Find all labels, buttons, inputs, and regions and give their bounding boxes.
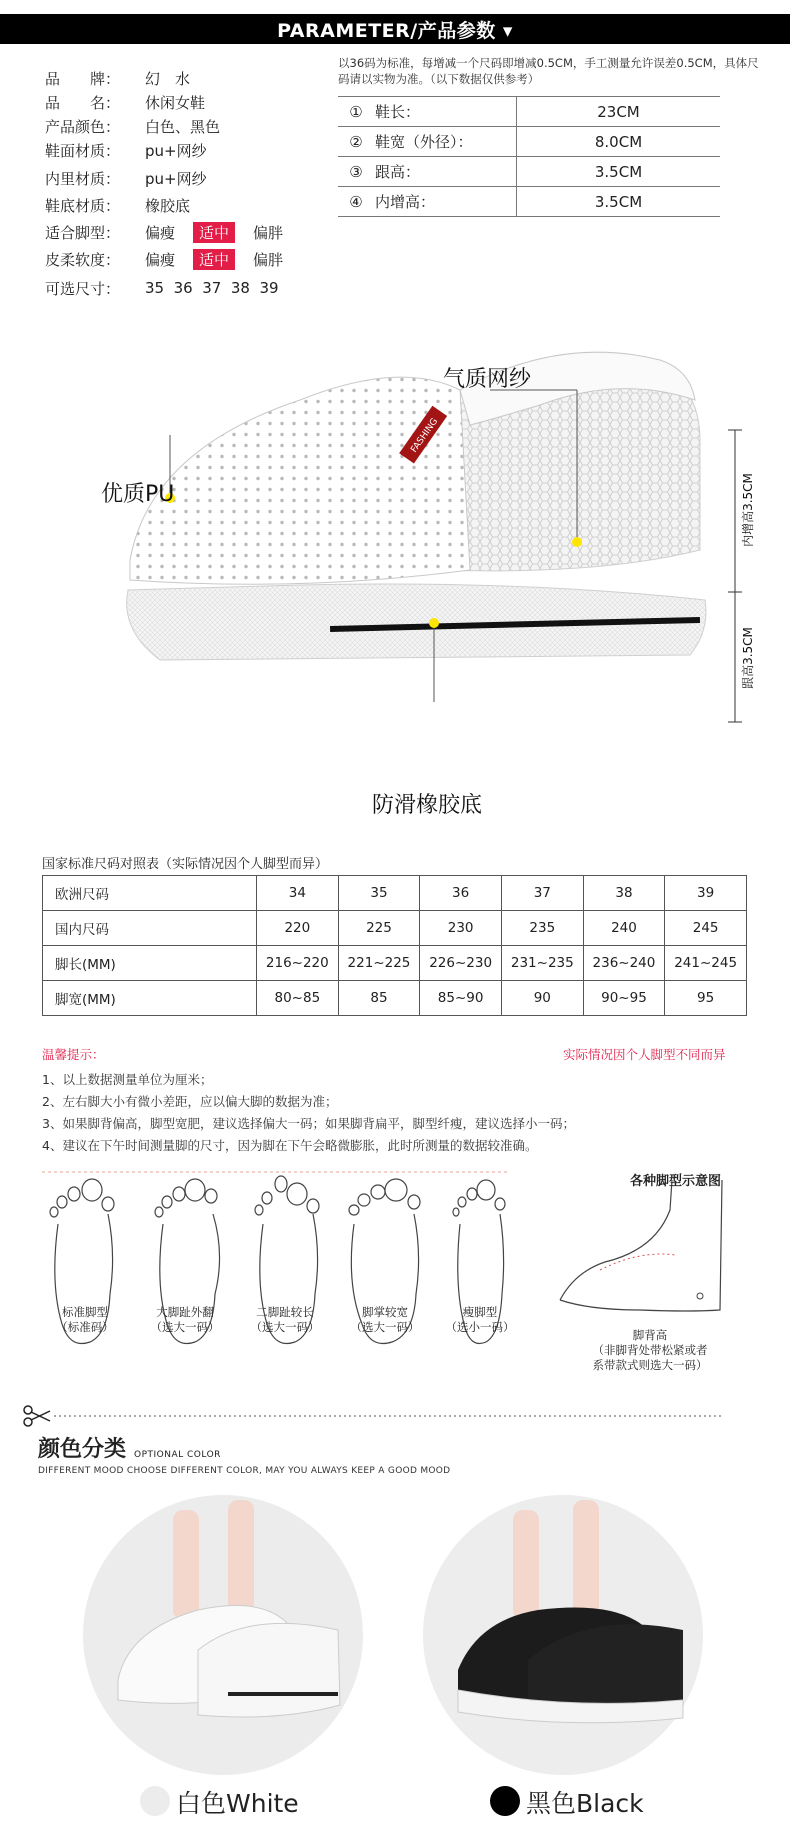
mesh-marker bbox=[572, 537, 582, 547]
row-label: 国内尺码 bbox=[43, 911, 257, 946]
param-key: 品 牌： bbox=[45, 69, 121, 88]
tip-item: 3、如果脚背偏高，脚型宽肥，建议选择偏大一码；如果脚背扁平，脚型纤瘦，建议选择小一码； bbox=[42, 1116, 575, 1131]
foot-name: 二脚趾较长 bbox=[256, 1305, 314, 1319]
foot-label-instep bbox=[575, 1328, 725, 1373]
fit-option: 偏胖 bbox=[253, 223, 284, 242]
table-cell: 216~220 bbox=[257, 946, 339, 981]
table-cell: 245 bbox=[665, 911, 747, 946]
param-row-upper bbox=[45, 138, 207, 162]
table-cell: 220 bbox=[257, 911, 339, 946]
spec-value: 23CM bbox=[517, 97, 721, 127]
param-row-name bbox=[45, 90, 205, 114]
foot-advice: （选小一码） bbox=[445, 1320, 515, 1334]
foot-advice: （标准码） bbox=[56, 1320, 114, 1334]
table-row bbox=[43, 876, 747, 911]
spec-label: 鞋宽（外径）： bbox=[374, 127, 517, 157]
spec-label: 鞋长： bbox=[374, 97, 517, 127]
tips-title: 温馨提示： bbox=[42, 1047, 105, 1062]
spec-row bbox=[338, 97, 720, 127]
foot-name: 大脚趾外翻 bbox=[156, 1305, 214, 1319]
size-table-title: 国家标准尺码对照表（实际情况因个人脚型而异） bbox=[42, 857, 329, 872]
size-table bbox=[42, 875, 747, 1016]
softness-option: 偏胖 bbox=[253, 250, 284, 269]
spec-row bbox=[338, 187, 720, 217]
param-value: 35 36 37 38 39 bbox=[145, 279, 279, 297]
white-shoe-photo bbox=[78, 1490, 368, 1780]
param-key: 适合脚型： bbox=[45, 223, 121, 242]
table-cell: 240 bbox=[583, 911, 665, 946]
spec-table bbox=[338, 96, 720, 217]
table-cell: 221~225 bbox=[338, 946, 420, 981]
spec-value: 8.0CM bbox=[517, 127, 721, 157]
white-color-label[interactable]: 白色White bbox=[176, 1789, 299, 1818]
scissors-icon bbox=[24, 1406, 50, 1426]
spec-value: 3.5CM bbox=[517, 187, 721, 217]
spec-num: ① bbox=[338, 97, 374, 127]
param-value: pu+网纱 bbox=[145, 169, 207, 188]
foot-label bbox=[430, 1305, 530, 1335]
foot-high-instep bbox=[560, 1180, 722, 1311]
white-swatch[interactable] bbox=[138, 1784, 172, 1818]
table-cell: 39 bbox=[665, 876, 747, 911]
param-row-sole bbox=[45, 193, 190, 217]
param-row-fit bbox=[45, 220, 301, 244]
shoe-upper bbox=[130, 377, 470, 584]
foot-label bbox=[335, 1305, 435, 1335]
table-cell: 235 bbox=[501, 911, 583, 946]
spec-row bbox=[338, 157, 720, 187]
callout-pu: 优质PU bbox=[101, 482, 175, 507]
table-cell: 236~240 bbox=[583, 946, 665, 981]
param-row-softness bbox=[45, 247, 301, 271]
foot-name: 瘦脚型 bbox=[462, 1305, 498, 1319]
table-row bbox=[43, 946, 747, 981]
heel-height-label: 跟高3.5CM bbox=[741, 627, 755, 689]
callout-mesh: 气质网纱 bbox=[443, 367, 532, 392]
spec-num: ② bbox=[338, 127, 374, 157]
callout-sole: 防滑橡胶底 bbox=[372, 793, 483, 818]
table-cell: 34 bbox=[257, 876, 339, 911]
spec-num: ③ bbox=[338, 157, 374, 187]
param-value: 白色、黑色 bbox=[145, 117, 221, 136]
foot-types-heading: 各种脚型示意图 bbox=[630, 1174, 722, 1189]
param-key: 品 名： bbox=[45, 93, 121, 112]
black-color-label[interactable]: 黑色Black bbox=[526, 1789, 644, 1818]
table-cell: 225 bbox=[338, 911, 420, 946]
color-section-title: 颜色分类 bbox=[38, 1437, 127, 1462]
spec-label: 内增高： bbox=[374, 187, 517, 217]
fit-option: 偏瘦 bbox=[145, 223, 176, 242]
param-key: 内里材质： bbox=[45, 169, 121, 188]
table-cell: 241~245 bbox=[665, 946, 747, 981]
param-value: 幻 水 bbox=[145, 69, 191, 88]
param-value: pu+网纱 bbox=[145, 141, 207, 160]
table-cell: 226~230 bbox=[420, 946, 502, 981]
parameter-header bbox=[0, 14, 790, 44]
param-value: 橡胶底 bbox=[145, 196, 191, 215]
table-cell: 36 bbox=[420, 876, 502, 911]
spec-value: 3.5CM bbox=[517, 157, 721, 187]
table-cell: 37 bbox=[501, 876, 583, 911]
brand-tag-text: FASHING bbox=[409, 416, 441, 455]
spec-note: 以36码为标准，每增减一个尺码即增减0.5CM，手工测量允许误差0.5CM，具体尺码请以实物为准。（以下数据仅供参考） bbox=[338, 56, 759, 86]
fit-option-selected: 适中 bbox=[193, 222, 235, 243]
table-cell: 38 bbox=[583, 876, 665, 911]
scissors-divider bbox=[22, 1404, 772, 1428]
table-cell: 80~85 bbox=[257, 981, 339, 1016]
spec-label: 跟高： bbox=[374, 157, 517, 187]
param-key: 产品颜色： bbox=[45, 117, 121, 136]
shoe-illustration bbox=[0, 330, 790, 830]
param-value: 休闲女鞋 bbox=[145, 93, 206, 112]
tip-item: 1、以上数据测量单位为厘米； bbox=[42, 1072, 213, 1087]
tip-item: 2、左右脚大小有微小差距，应以偏大脚的数据为准； bbox=[42, 1094, 338, 1109]
param-key: 鞋面材质： bbox=[45, 141, 121, 160]
black-shoe-photo bbox=[418, 1490, 708, 1780]
table-cell: 90 bbox=[501, 981, 583, 1016]
table-cell: 230 bbox=[420, 911, 502, 946]
row-label: 脚长(MM) bbox=[43, 946, 257, 981]
inner-height-label: 内增高3.5CM bbox=[741, 473, 755, 547]
softness-option-selected: 适中 bbox=[193, 249, 235, 270]
spec-row bbox=[338, 127, 720, 157]
table-cell: 231~235 bbox=[501, 946, 583, 981]
param-row-brand bbox=[45, 66, 190, 90]
spec-num: ④ bbox=[338, 187, 374, 217]
color-section-subtitle: OPTIONAL COLOR bbox=[134, 1450, 221, 1460]
foot-label bbox=[235, 1305, 335, 1335]
param-row-lining bbox=[45, 166, 207, 190]
table-row bbox=[43, 911, 747, 946]
foot-label bbox=[135, 1305, 235, 1335]
foot-label bbox=[35, 1305, 135, 1335]
parameter-title: PARAMETER/产品参数 ▾ bbox=[277, 19, 513, 42]
sole-marker bbox=[429, 618, 439, 628]
tip-item: 4、建议在下午时间测量脚的尺寸，因为脚在下午会略微膨胀，此时所测量的数据较准确。 bbox=[42, 1138, 538, 1153]
row-label: 欧洲尺码 bbox=[43, 876, 257, 911]
foot-advice: 系带款式则选大一码） bbox=[592, 1358, 708, 1372]
table-row bbox=[43, 981, 747, 1016]
foot-name: 标准脚型 bbox=[62, 1305, 108, 1319]
tips-right-note: 实际情况因个人脚型不同而异 bbox=[563, 1047, 726, 1062]
table-cell: 95 bbox=[665, 981, 747, 1016]
foot-advice: （选大一码） bbox=[150, 1320, 220, 1334]
table-cell: 85~90 bbox=[420, 981, 502, 1016]
foot-name: 脚背高 bbox=[632, 1328, 668, 1342]
param-key: 可选尺寸： bbox=[45, 279, 121, 298]
color-section-tagline: DIFFERENT MOOD CHOOSE DIFFERENT COLOR, MAY YOU ALWAYS KEEP A GOOD MOOD bbox=[38, 1466, 451, 1476]
foot-name: 脚掌较宽 bbox=[362, 1305, 408, 1319]
param-row-sizes bbox=[45, 276, 279, 300]
black-swatch[interactable] bbox=[488, 1784, 522, 1818]
foot-advice: （非脚背处带松紧或者 bbox=[592, 1343, 708, 1357]
instep-indicator bbox=[600, 1254, 675, 1270]
param-row-color bbox=[45, 114, 220, 138]
row-label: 脚宽(MM) bbox=[43, 981, 257, 1016]
param-key: 鞋底材质： bbox=[45, 196, 121, 215]
foot-advice: （选大一码） bbox=[350, 1320, 420, 1334]
foot-advice: （选大一码） bbox=[250, 1320, 320, 1334]
param-key: 皮柔软度： bbox=[45, 250, 121, 269]
table-cell: 90~95 bbox=[583, 981, 665, 1016]
softness-option: 偏瘦 bbox=[145, 250, 176, 269]
table-cell: 85 bbox=[338, 981, 420, 1016]
table-cell: 35 bbox=[338, 876, 420, 911]
